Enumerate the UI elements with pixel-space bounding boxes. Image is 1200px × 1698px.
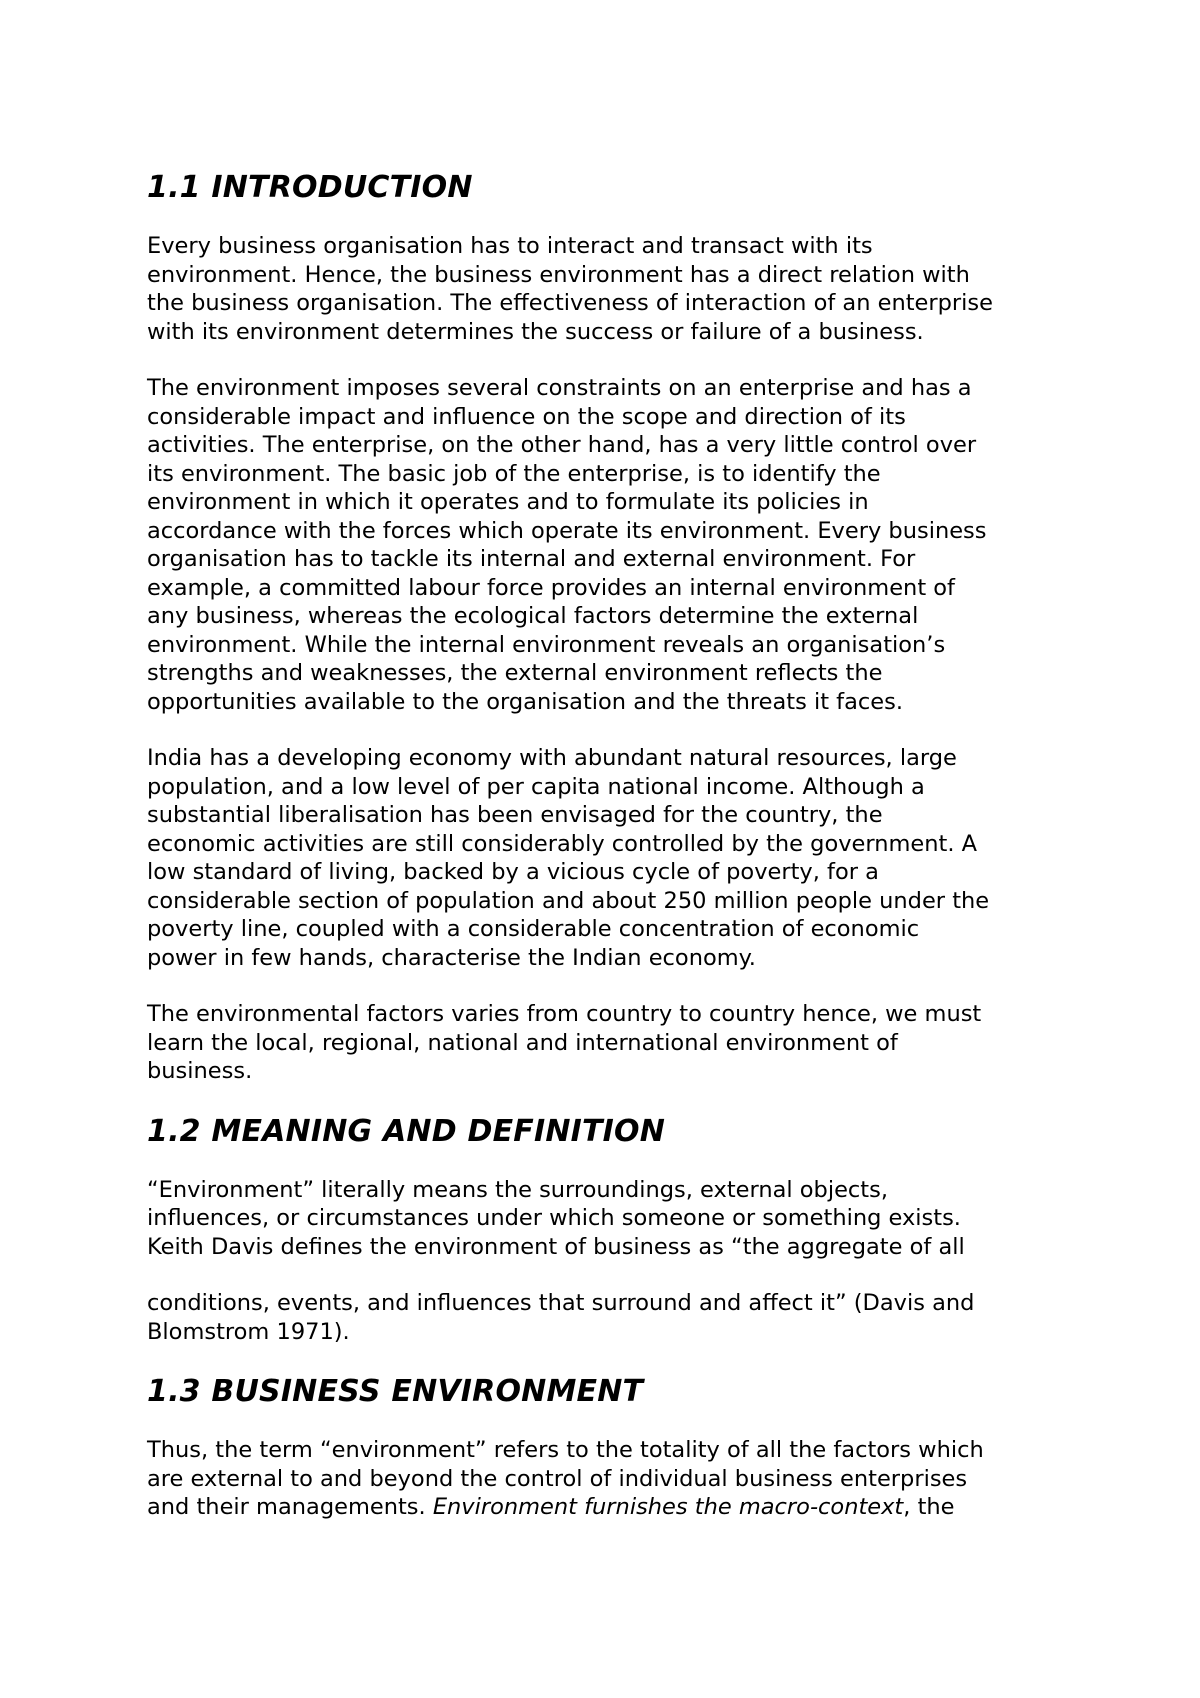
text-line: environment. While the internal environment reveals an organisation’s	[147, 631, 946, 658]
text-line: learn the local, regional, national and international environment of	[147, 1029, 898, 1056]
text-line: The environment imposes several constraints on an enterprise and has a	[147, 375, 972, 401]
text-line: the business organisation. The effectiveness of interaction of an enterprise	[147, 290, 993, 316]
text-line: considerable impact and influence on the scope and direction of its	[147, 403, 906, 430]
text-line: substantial liberalisation has been envisaged for the country, the	[147, 802, 883, 828]
text-line: low standard of living, backed by a vicious cycle of poverty, for a	[147, 859, 879, 885]
text-line: its environment. The basic job of the enterprise, is to identify the	[147, 460, 881, 487]
text-line: “Environment” literally means the surroundings, external objects,	[147, 1176, 888, 1203]
text-run: and their managements.	[147, 1494, 433, 1520]
text-line: environment. Hence, the business environment has a direct relation with	[147, 261, 970, 288]
section-heading-business-environment: 1.3 BUSINESS ENVIRONMENT	[147, 1374, 644, 1409]
text-line: organisation has to tackle its internal and external environment. For	[147, 546, 916, 572]
text-line-mixed	[147, 1493, 1087, 1522]
text-line: strengths and weaknesses, the external environment reflects the	[147, 660, 883, 686]
text-line: influences, or circumstances under which someone or something exists.	[147, 1205, 961, 1231]
intro-paragraph-4	[147, 1000, 1087, 1086]
text-line: Every business organisation has to interact and transact with its	[147, 233, 873, 259]
text-line: any business, whereas the ecological factors determine the external	[147, 603, 919, 629]
text-line: example, a committed labour force provides an internal environment of	[147, 574, 955, 601]
text-line: environment in which it operates and to formulate its policies in	[147, 489, 869, 515]
intro-paragraph-3	[147, 744, 1087, 972]
text-line: Thus, the term “environment” refers to the totality of all the factors which	[147, 1437, 984, 1463]
text-line: India has a developing economy with abundant natural resources, large	[147, 745, 957, 771]
text-line: conditions, events, and influences that surround and affect it” (Davis and	[147, 1290, 975, 1316]
section-heading-introduction: 1.1 INTRODUCTION	[147, 170, 473, 205]
text-line: economic activities are still considerably controlled by the government. A	[147, 830, 978, 857]
definition-paragraph-1	[147, 1176, 1087, 1262]
text-line: business.	[147, 1058, 253, 1084]
text-line: Blomstrom 1971).	[147, 1318, 350, 1345]
definition-paragraph-2	[147, 1289, 1087, 1346]
text-line: considerable section of population and about 250 million people under the	[147, 887, 990, 914]
emphasis-text: Environment furnishes the macro-context	[432, 1494, 904, 1520]
text-run: , the	[903, 1494, 955, 1520]
text-line: poverty line, coupled with a considerable concentration of economic	[147, 916, 920, 942]
text-line: with its environment determines the success or failure of a business.	[147, 318, 924, 345]
text-line: power in few hands, characterise the Indian economy.	[147, 944, 756, 971]
text-line: Keith Davis defines the environment of business as “the aggregate of all	[147, 1233, 965, 1260]
text-line: population, and a low level of per capita national income. Although a	[147, 773, 925, 800]
text-line: The environmental factors varies from country to country hence, we must	[147, 1001, 982, 1027]
business-environment-paragraph	[147, 1436, 1087, 1522]
intro-paragraph-1	[147, 232, 1087, 346]
text-line: opportunities available to the organisation and the threats it faces.	[147, 688, 903, 715]
text-line: activities. The enterprise, on the other hand, has a very little control over	[147, 432, 977, 458]
text-line: accordance with the forces which operate its environment. Every business	[147, 517, 987, 544]
text-line: are external to and beyond the control of individual business enterprises	[147, 1465, 968, 1492]
section-heading-meaning-and-definition: 1.2 MEANING AND DEFINITION	[147, 1113, 666, 1149]
intro-paragraph-2	[147, 374, 1087, 716]
document-page	[147, 170, 1087, 1522]
